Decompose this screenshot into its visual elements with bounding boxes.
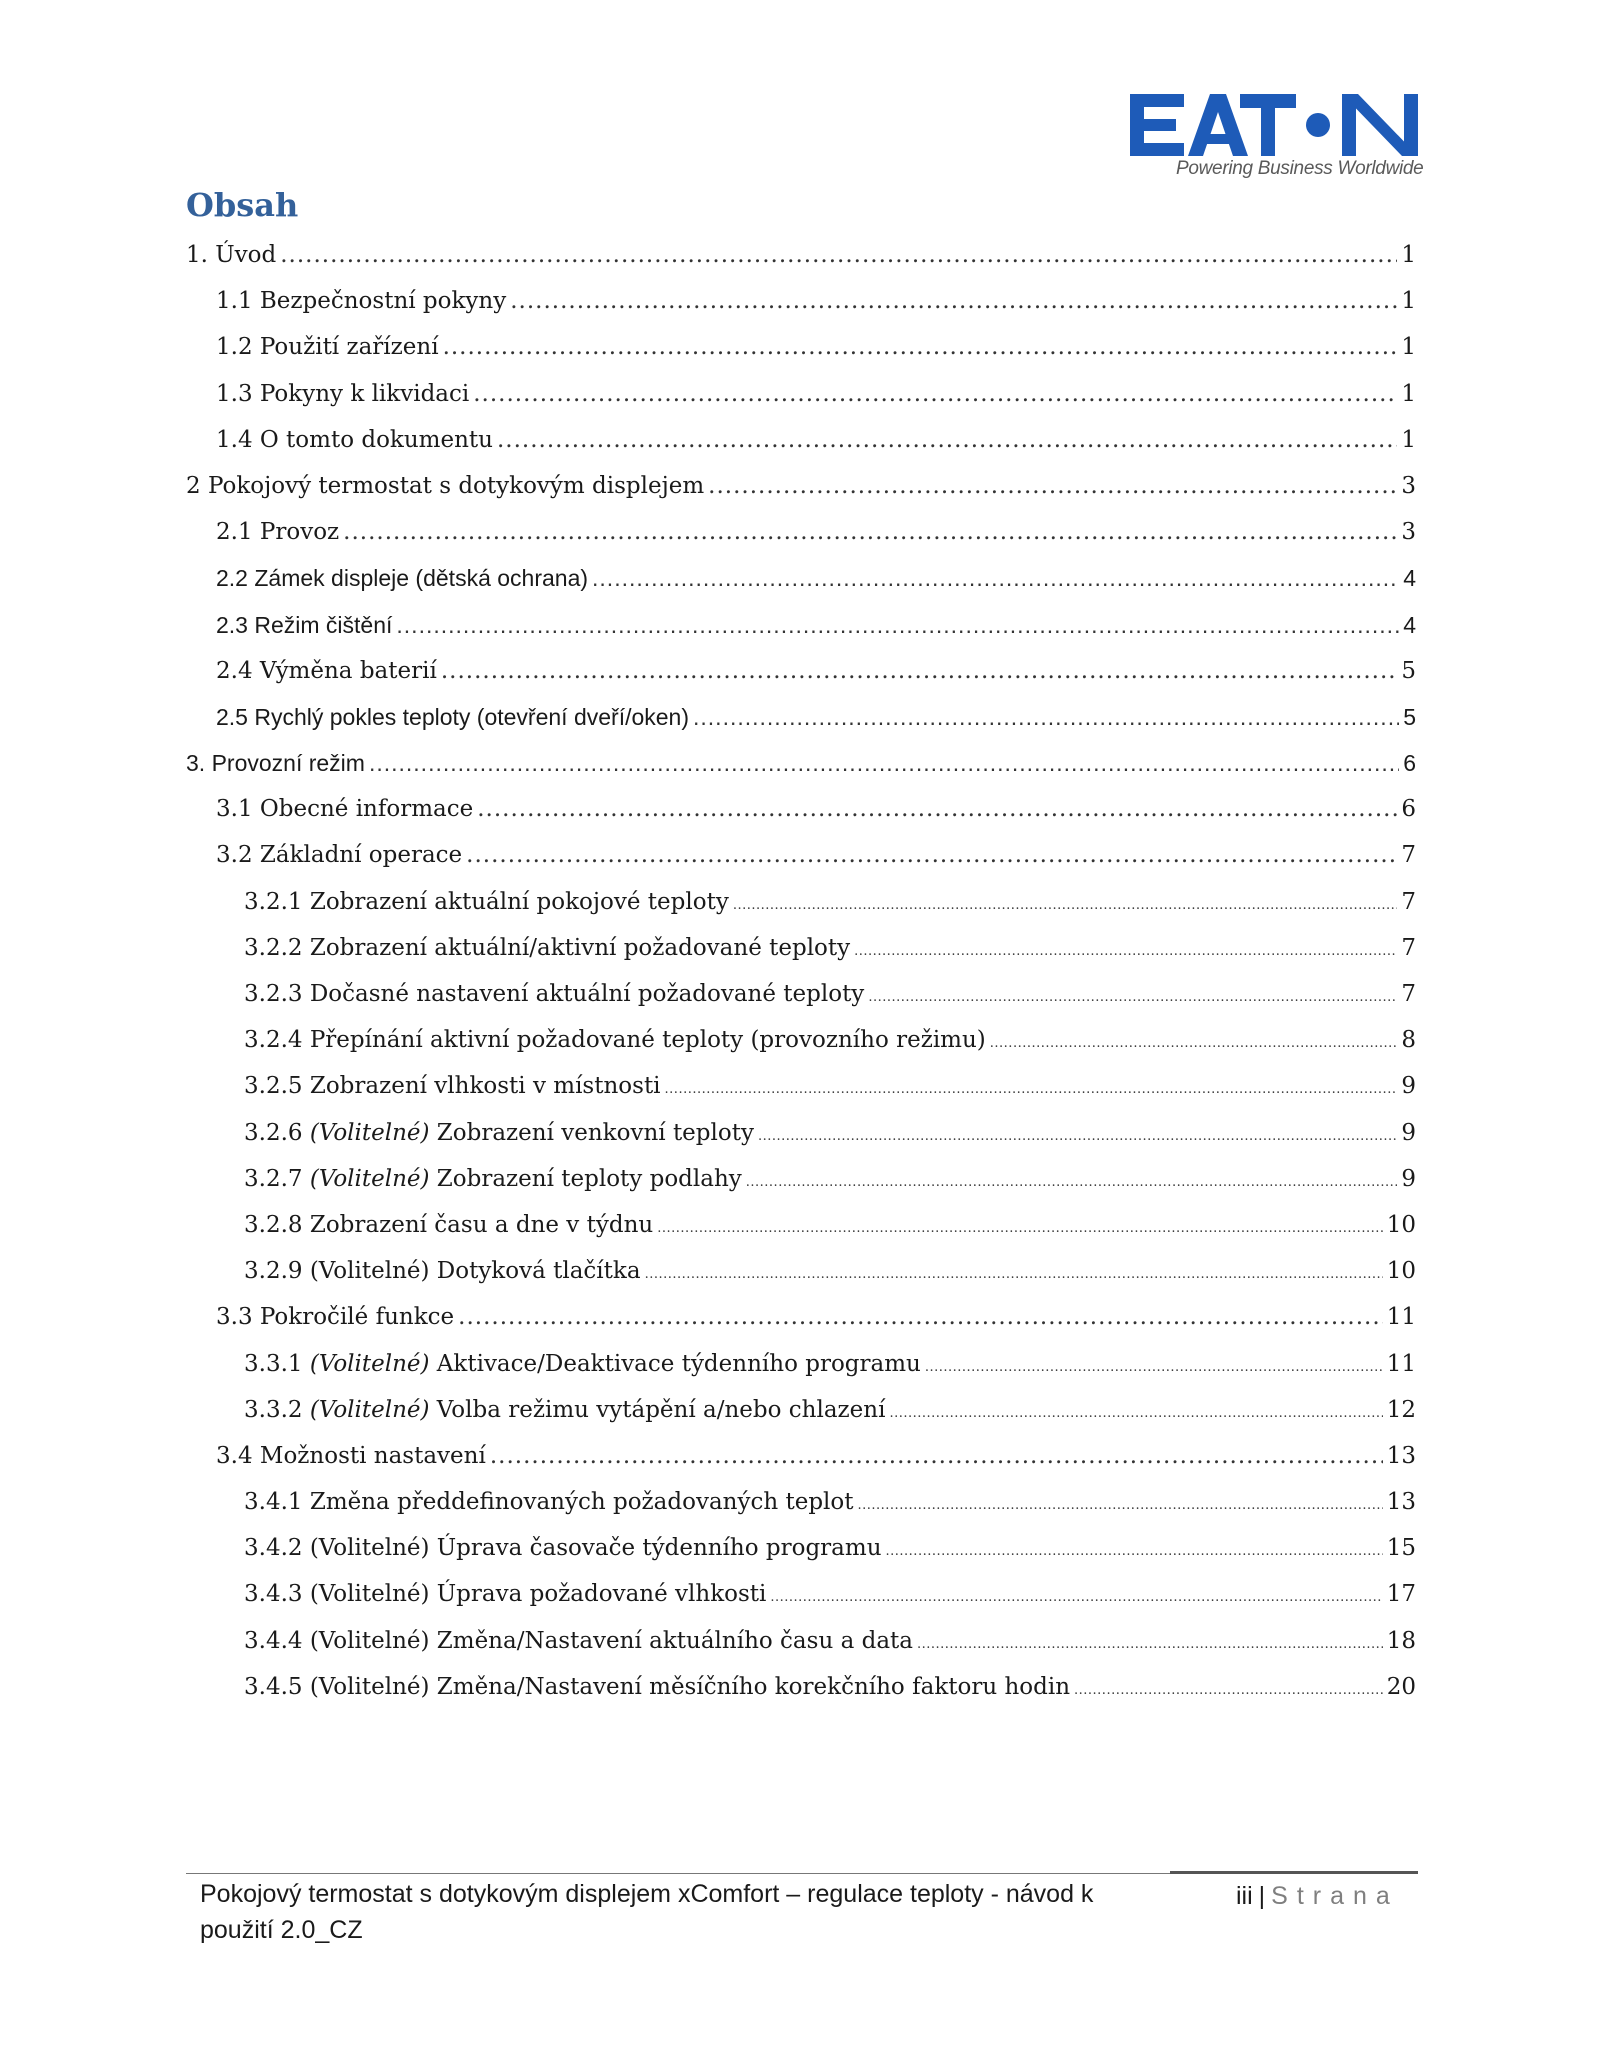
toc-entry-page: 10 bbox=[1386, 1211, 1416, 1238]
toc-entry-label-rest: Volba režimu vytápění a/nebo chlazení bbox=[436, 1396, 886, 1423]
toc-entry-title bbox=[244, 1479, 854, 1525]
toc-entry-title bbox=[216, 417, 493, 463]
toc-entry-title bbox=[244, 1017, 986, 1063]
toc-entry-label: 3.4.3 (Volitelné) Úprava požadované vlhkosti bbox=[244, 1581, 767, 1608]
toc-dot-leader bbox=[280, 232, 1397, 278]
toc-dot-leader bbox=[510, 278, 1397, 324]
toc-dot-leader bbox=[497, 417, 1397, 463]
toc-entry-page: 6 bbox=[1401, 796, 1416, 823]
toc-entry-title bbox=[244, 971, 864, 1017]
toc-entry[interactable] bbox=[186, 1571, 1416, 1617]
toc-entry[interactable] bbox=[186, 1063, 1416, 1109]
toc-entry[interactable] bbox=[186, 925, 1416, 971]
toc-entry-page: 3 bbox=[1401, 519, 1416, 546]
toc-entry[interactable] bbox=[186, 371, 1416, 417]
toc-entry-label: 3.3.1 bbox=[244, 1350, 303, 1377]
toc-entry-page: 10 bbox=[1386, 1258, 1416, 1285]
toc-dot-leader bbox=[758, 1114, 1397, 1160]
toc-entry-title bbox=[216, 602, 392, 648]
toc-entry[interactable] bbox=[186, 1433, 1416, 1479]
toc-entry-title bbox=[244, 1525, 882, 1571]
toc-entry[interactable] bbox=[186, 278, 1416, 324]
toc-entry[interactable] bbox=[186, 694, 1416, 740]
eaton-logo bbox=[1130, 86, 1424, 186]
toc-entry-label: 3.2.9 (Volitelné) Dotyková tlačítka bbox=[244, 1258, 641, 1285]
toc-dot-leader bbox=[746, 1160, 1398, 1206]
toc-entry-title bbox=[244, 1248, 641, 1294]
toc-entry-label: 3.2.6 bbox=[244, 1119, 303, 1146]
toc-entry-title bbox=[244, 1387, 885, 1433]
toc-entry[interactable] bbox=[186, 1664, 1416, 1710]
toc-entry-page: 20 bbox=[1386, 1673, 1416, 1700]
toc-entry[interactable] bbox=[186, 832, 1416, 878]
toc-dot-leader bbox=[441, 648, 1398, 694]
toc-entry-page: 1 bbox=[1401, 426, 1416, 453]
toc-entry[interactable] bbox=[186, 1156, 1416, 1202]
toc-entry-page: 3 bbox=[1401, 472, 1416, 499]
toc-entry-label: 2.5 Rychlý pokles teploty (otevření dveří/oken) bbox=[216, 703, 690, 730]
toc-entry-page: 1 bbox=[1401, 334, 1416, 361]
toc-entry-title bbox=[216, 1294, 454, 1340]
toc-dot-leader bbox=[343, 509, 1397, 555]
toc-entry-title bbox=[244, 1664, 1070, 1710]
toc-dot-leader bbox=[693, 694, 1399, 740]
footer-document-title: Pokojový termostat s dotykovým displejem xComfort – regulace teploty - návod k použití 2.0_CZ bbox=[200, 1880, 1094, 1944]
toc-entry[interactable] bbox=[186, 1341, 1416, 1387]
toc-entry[interactable] bbox=[186, 786, 1416, 832]
toc-entry-label: 3.4 Možnosti nastavení bbox=[216, 1442, 486, 1469]
toc-entry-label: 3.4.4 (Volitelné) Změna/Nastavení aktuálního času a data bbox=[244, 1627, 913, 1654]
toc-dot-leader bbox=[889, 1391, 1382, 1437]
toc-entry[interactable] bbox=[186, 1017, 1416, 1063]
toc-dot-leader bbox=[443, 324, 1398, 370]
toc-entry-page: 5 bbox=[1403, 703, 1416, 730]
toc-entry[interactable] bbox=[186, 555, 1416, 601]
toc-entry-title bbox=[186, 740, 365, 786]
toc-dot-leader bbox=[708, 463, 1397, 509]
toc-heading: Obsah bbox=[186, 186, 299, 224]
toc-dot-leader bbox=[657, 1206, 1383, 1252]
toc-entry-title bbox=[244, 1341, 921, 1387]
toc-entry-page: 1 bbox=[1401, 288, 1416, 315]
toc-entry-label: 2.1 Provoz bbox=[216, 519, 340, 546]
toc-entry-label: 2.4 Výměna baterií bbox=[216, 657, 437, 684]
toc-entry-label: 1.1 Bezpečnostní pokyny bbox=[216, 288, 507, 315]
toc-entry-page: 11 bbox=[1386, 1304, 1416, 1331]
toc-entry-label: 3.1 Obecné informace bbox=[216, 796, 474, 823]
toc-entry-title bbox=[244, 1063, 661, 1109]
toc-entry-label: 3.2.1 Zobrazení aktuální pokojové teploty bbox=[244, 888, 729, 915]
toc-entry[interactable] bbox=[186, 324, 1416, 370]
toc-entry-page: 15 bbox=[1386, 1535, 1416, 1562]
toc-entry-page: 11 bbox=[1386, 1350, 1416, 1377]
toc-entry-label: 2.3 Režim čištění bbox=[216, 611, 393, 638]
table-of-contents bbox=[186, 232, 1416, 1710]
toc-dot-leader bbox=[854, 929, 1397, 975]
toc-dot-leader bbox=[466, 832, 1397, 878]
toc-entry-label: 3.3 Pokročilé funkce bbox=[216, 1304, 455, 1331]
toc-entry-title bbox=[216, 371, 469, 417]
toc-entry-page: 7 bbox=[1401, 934, 1416, 961]
toc-entry-title bbox=[216, 324, 439, 370]
page-separator: | bbox=[1258, 1882, 1266, 1910]
toc-dot-leader bbox=[990, 1021, 1398, 1067]
toc-dot-leader bbox=[917, 1622, 1383, 1668]
toc-entry-label: 1.3 Pokyny k likvidaci bbox=[216, 380, 470, 407]
toc-entry-page: 12 bbox=[1386, 1396, 1416, 1423]
toc-entry-page: 7 bbox=[1401, 888, 1416, 915]
toc-entry[interactable] bbox=[186, 1387, 1416, 1433]
toc-entry-optional-label: (Volitelné) bbox=[309, 1165, 430, 1192]
toc-entry-label: 3.2.2 Zobrazení aktuální/aktivní požadované teploty bbox=[244, 934, 851, 961]
toc-entry-page: 7 bbox=[1401, 981, 1416, 1007]
toc-dot-leader bbox=[458, 1294, 1383, 1340]
toc-entry-label: 1.4 O tomto dokumentu bbox=[216, 426, 493, 453]
eaton-wordmark bbox=[1130, 86, 1420, 160]
toc-entry-label: 3.2.4 Přepínání aktivní požadované teploty (provozního režimu) bbox=[244, 1027, 986, 1054]
toc-entry[interactable] bbox=[186, 1294, 1416, 1340]
toc-entry-page: 4 bbox=[1403, 565, 1416, 592]
toc-dot-leader bbox=[473, 371, 1397, 417]
toc-entry-label: 3.2.7 bbox=[244, 1165, 303, 1192]
toc-entry-label: 1.2 Použití zařízení bbox=[216, 334, 439, 361]
toc-entry[interactable] bbox=[186, 509, 1416, 555]
toc-dot-leader bbox=[925, 1345, 1383, 1391]
toc-entry[interactable] bbox=[186, 1525, 1416, 1571]
toc-entry[interactable] bbox=[186, 971, 1416, 1017]
toc-entry-label: 2 Pokojový termostat s dotykovým displejem bbox=[186, 472, 705, 499]
toc-entry-page: 8 bbox=[1401, 1027, 1416, 1054]
toc-entry-title bbox=[244, 925, 850, 971]
page-number: iii bbox=[1236, 1882, 1253, 1910]
toc-entry-title bbox=[244, 1156, 742, 1202]
toc-entry-title bbox=[216, 278, 506, 324]
toc-entry-title bbox=[216, 509, 339, 555]
toc-entry[interactable] bbox=[186, 463, 1416, 509]
toc-entry[interactable] bbox=[186, 1248, 1416, 1294]
toc-entry-page: 1 bbox=[1401, 380, 1416, 407]
toc-entry-title bbox=[244, 1571, 766, 1617]
toc-entry-label: 3.2.5 Zobrazení vlhkosti v místnosti bbox=[244, 1073, 661, 1100]
toc-entry-optional-label: (Volitelné) bbox=[309, 1119, 430, 1146]
toc-entry-label: 1. Úvod bbox=[186, 242, 277, 268]
footer-page-number bbox=[1236, 1882, 1399, 1911]
toc-dot-leader bbox=[886, 1529, 1383, 1575]
toc-entry-label-rest: Zobrazení teploty podlahy bbox=[436, 1165, 742, 1192]
toc-entry-page: 5 bbox=[1401, 657, 1416, 684]
toc-dot-leader bbox=[490, 1433, 1383, 1479]
toc-entry-label-rest: Aktivace/Deaktivace týdenního programu bbox=[436, 1350, 921, 1377]
toc-entry[interactable] bbox=[186, 602, 1416, 648]
toc-entry-page: 6 bbox=[1403, 750, 1416, 777]
footer-divider-accent bbox=[1170, 1871, 1418, 1874]
toc-entry-title bbox=[216, 786, 473, 832]
toc-entry-label: 2.2 Zámek displeje (dětská ochrana) bbox=[216, 565, 589, 592]
toc-entry-title bbox=[216, 694, 689, 740]
toc-dot-leader bbox=[369, 740, 1399, 786]
toc-dot-leader bbox=[770, 1575, 1382, 1621]
toc-entry-title bbox=[244, 1110, 754, 1156]
logo-tagline: Powering Business Worldwide bbox=[1176, 158, 1424, 179]
toc-entry-label: 3.3.2 bbox=[244, 1396, 303, 1423]
toc-entry-label: 3.2 Základní operace bbox=[216, 842, 463, 869]
toc-entry[interactable] bbox=[186, 879, 1416, 925]
toc-entry[interactable] bbox=[186, 1202, 1416, 1248]
toc-entry-page: 1 bbox=[1401, 242, 1416, 268]
toc-entry-page: 18 bbox=[1386, 1627, 1416, 1654]
toc-entry[interactable] bbox=[186, 232, 1416, 278]
toc-dot-leader bbox=[645, 1252, 1383, 1298]
toc-entry-optional-label: (Volitelné) bbox=[309, 1396, 430, 1423]
toc-entry-label: 3.4.5 (Volitelné) Změna/Nastavení měsíčního korekčního faktoru hodin bbox=[244, 1673, 1071, 1700]
toc-entry[interactable] bbox=[186, 648, 1416, 694]
toc-dot-leader bbox=[868, 975, 1397, 1021]
toc-entry-title bbox=[216, 555, 588, 601]
toc-entry-label: 3. Provozní režim bbox=[186, 750, 365, 777]
toc-entry[interactable] bbox=[186, 1110, 1416, 1156]
toc-entry-page: 13 bbox=[1386, 1489, 1416, 1516]
toc-entry[interactable] bbox=[186, 740, 1416, 786]
toc-dot-leader bbox=[1074, 1668, 1383, 1714]
toc-entry-label: 3.4.2 (Volitelné) Úprava časovače týdenního programu bbox=[244, 1535, 882, 1562]
toc-entry-page: 13 bbox=[1386, 1442, 1416, 1469]
toc-dot-leader bbox=[858, 1483, 1383, 1529]
toc-entry-page: 9 bbox=[1401, 1119, 1416, 1146]
toc-entry[interactable] bbox=[186, 1479, 1416, 1525]
toc-entry-page: 17 bbox=[1386, 1581, 1416, 1608]
toc-dot-leader bbox=[665, 1067, 1398, 1113]
toc-entry[interactable] bbox=[186, 417, 1416, 463]
toc-entry-title bbox=[186, 463, 704, 509]
page-word: Strana bbox=[1271, 1882, 1399, 1910]
toc-entry-page: 4 bbox=[1403, 611, 1416, 638]
toc-dot-leader bbox=[477, 786, 1397, 832]
toc-entry-title bbox=[186, 232, 276, 278]
toc-entry-title bbox=[216, 1433, 486, 1479]
toc-dot-leader bbox=[592, 555, 1399, 601]
toc-entry-label-rest: Zobrazení venkovní teploty bbox=[436, 1119, 754, 1146]
toc-entry-page: 9 bbox=[1401, 1073, 1416, 1100]
toc-entry-page: 7 bbox=[1401, 842, 1416, 869]
toc-entry-label: 3.2.8 Zobrazení času a dne v týdnu bbox=[244, 1211, 654, 1238]
toc-entry-title bbox=[244, 1202, 653, 1248]
toc-entry-title bbox=[244, 1618, 913, 1664]
toc-entry-title bbox=[244, 879, 729, 925]
toc-entry-optional-label: (Volitelné) bbox=[309, 1350, 430, 1377]
toc-dot-leader bbox=[396, 602, 1399, 648]
toc-entry-title bbox=[216, 648, 437, 694]
toc-dot-leader bbox=[733, 883, 1398, 929]
toc-entry-label: 3.4.1 Změna předdefinovaných požadovaných teplot bbox=[244, 1489, 854, 1516]
toc-entry-title bbox=[216, 832, 462, 878]
toc-entry-page: 9 bbox=[1401, 1165, 1416, 1192]
toc-entry[interactable] bbox=[186, 1618, 1416, 1664]
toc-entry-label: 3.2.3 Dočasné nastavení aktuální požadované teploty bbox=[244, 981, 865, 1007]
